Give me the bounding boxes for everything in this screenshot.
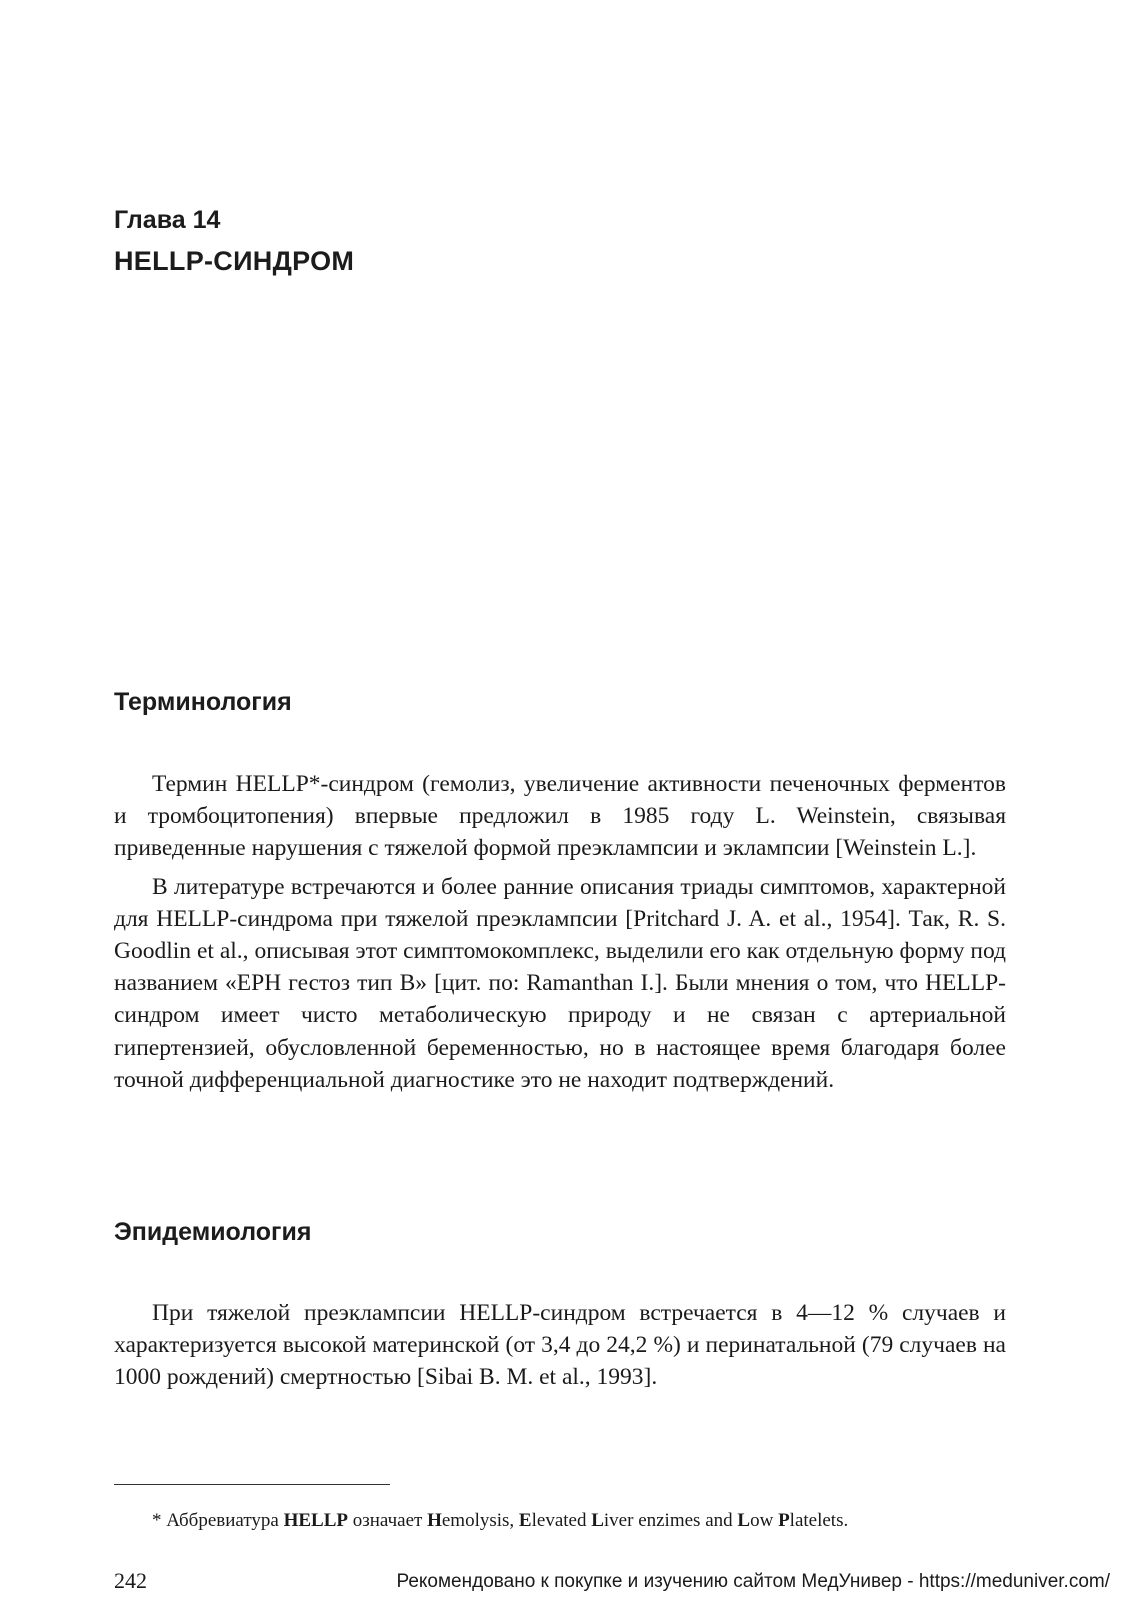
chapter-title: HELLP-СИНДРОМ [114,246,355,276]
section-body-terminology [114,768,1006,1096]
footnote [152,1510,1012,1532]
footnote-rule [114,1484,390,1485]
page-number: 242 [114,1568,147,1593]
chapter-label: Глава 14 [114,206,221,234]
footnote-marker: * Аббревиатура [152,1510,279,1531]
footnote-abbr: HELLP [283,1510,348,1531]
paragraph: При тяжелой преэклампсии HELLP-синдром встречается в 4—12 % случаев и характеризуется высокой материнской (от 3,4 до 24,2 %) и перинатальной (79 случаев на 1000 рождений) смертностью [Sibai B. M. et al., 1993]. [114,1300,1006,1391]
watermark-text: Рекомендовано к покупке и изучению сайтом МедУнивер - https://meduniver.com/ [396,1571,1110,1592]
section-body-epidemiology [114,1297,1006,1394]
section-heading-epidemiology: Эпидемиология [114,1218,312,1246]
section-heading-terminology: Терминология [114,688,292,716]
paragraph: В литературе встречаются и более ранние описания триады симптомов, характерной для HELLP-синдрома при тяжелой преэклампсии [Pritchard J. A. et al., 1954]. Так, R. S. Goodlin et al., описывая этот симптомокомплекс, выделили его как отдельную форму под названием «ЕРН гестоз тип В» [цит. по: Ramanthan I.]. Были мнения о том, что HELLP-синдром имеет чисто метаболическую природу и не связан с артериальной гипертензией, обусловленной беременностью, но в настоящее время благодаря более точной дифференциальной диагностике это не находит подтверждений. [114,873,1006,1093]
paragraph: Термин HELLP*-синдром (гемолиз, увеличение активности печеночных ферментов и тромбоцитопения) впервые предложил в 1985 году L. Weinstein, связывая приведенные нарушения с тяжелой формой преэклампсии и эклампсии [Weinstein L.]. [114,771,1006,862]
footnote-expansion: Hemolysis, Elevated Liver enzimes and Low Platelets. [427,1510,849,1531]
footnote-means: означает [352,1510,423,1531]
